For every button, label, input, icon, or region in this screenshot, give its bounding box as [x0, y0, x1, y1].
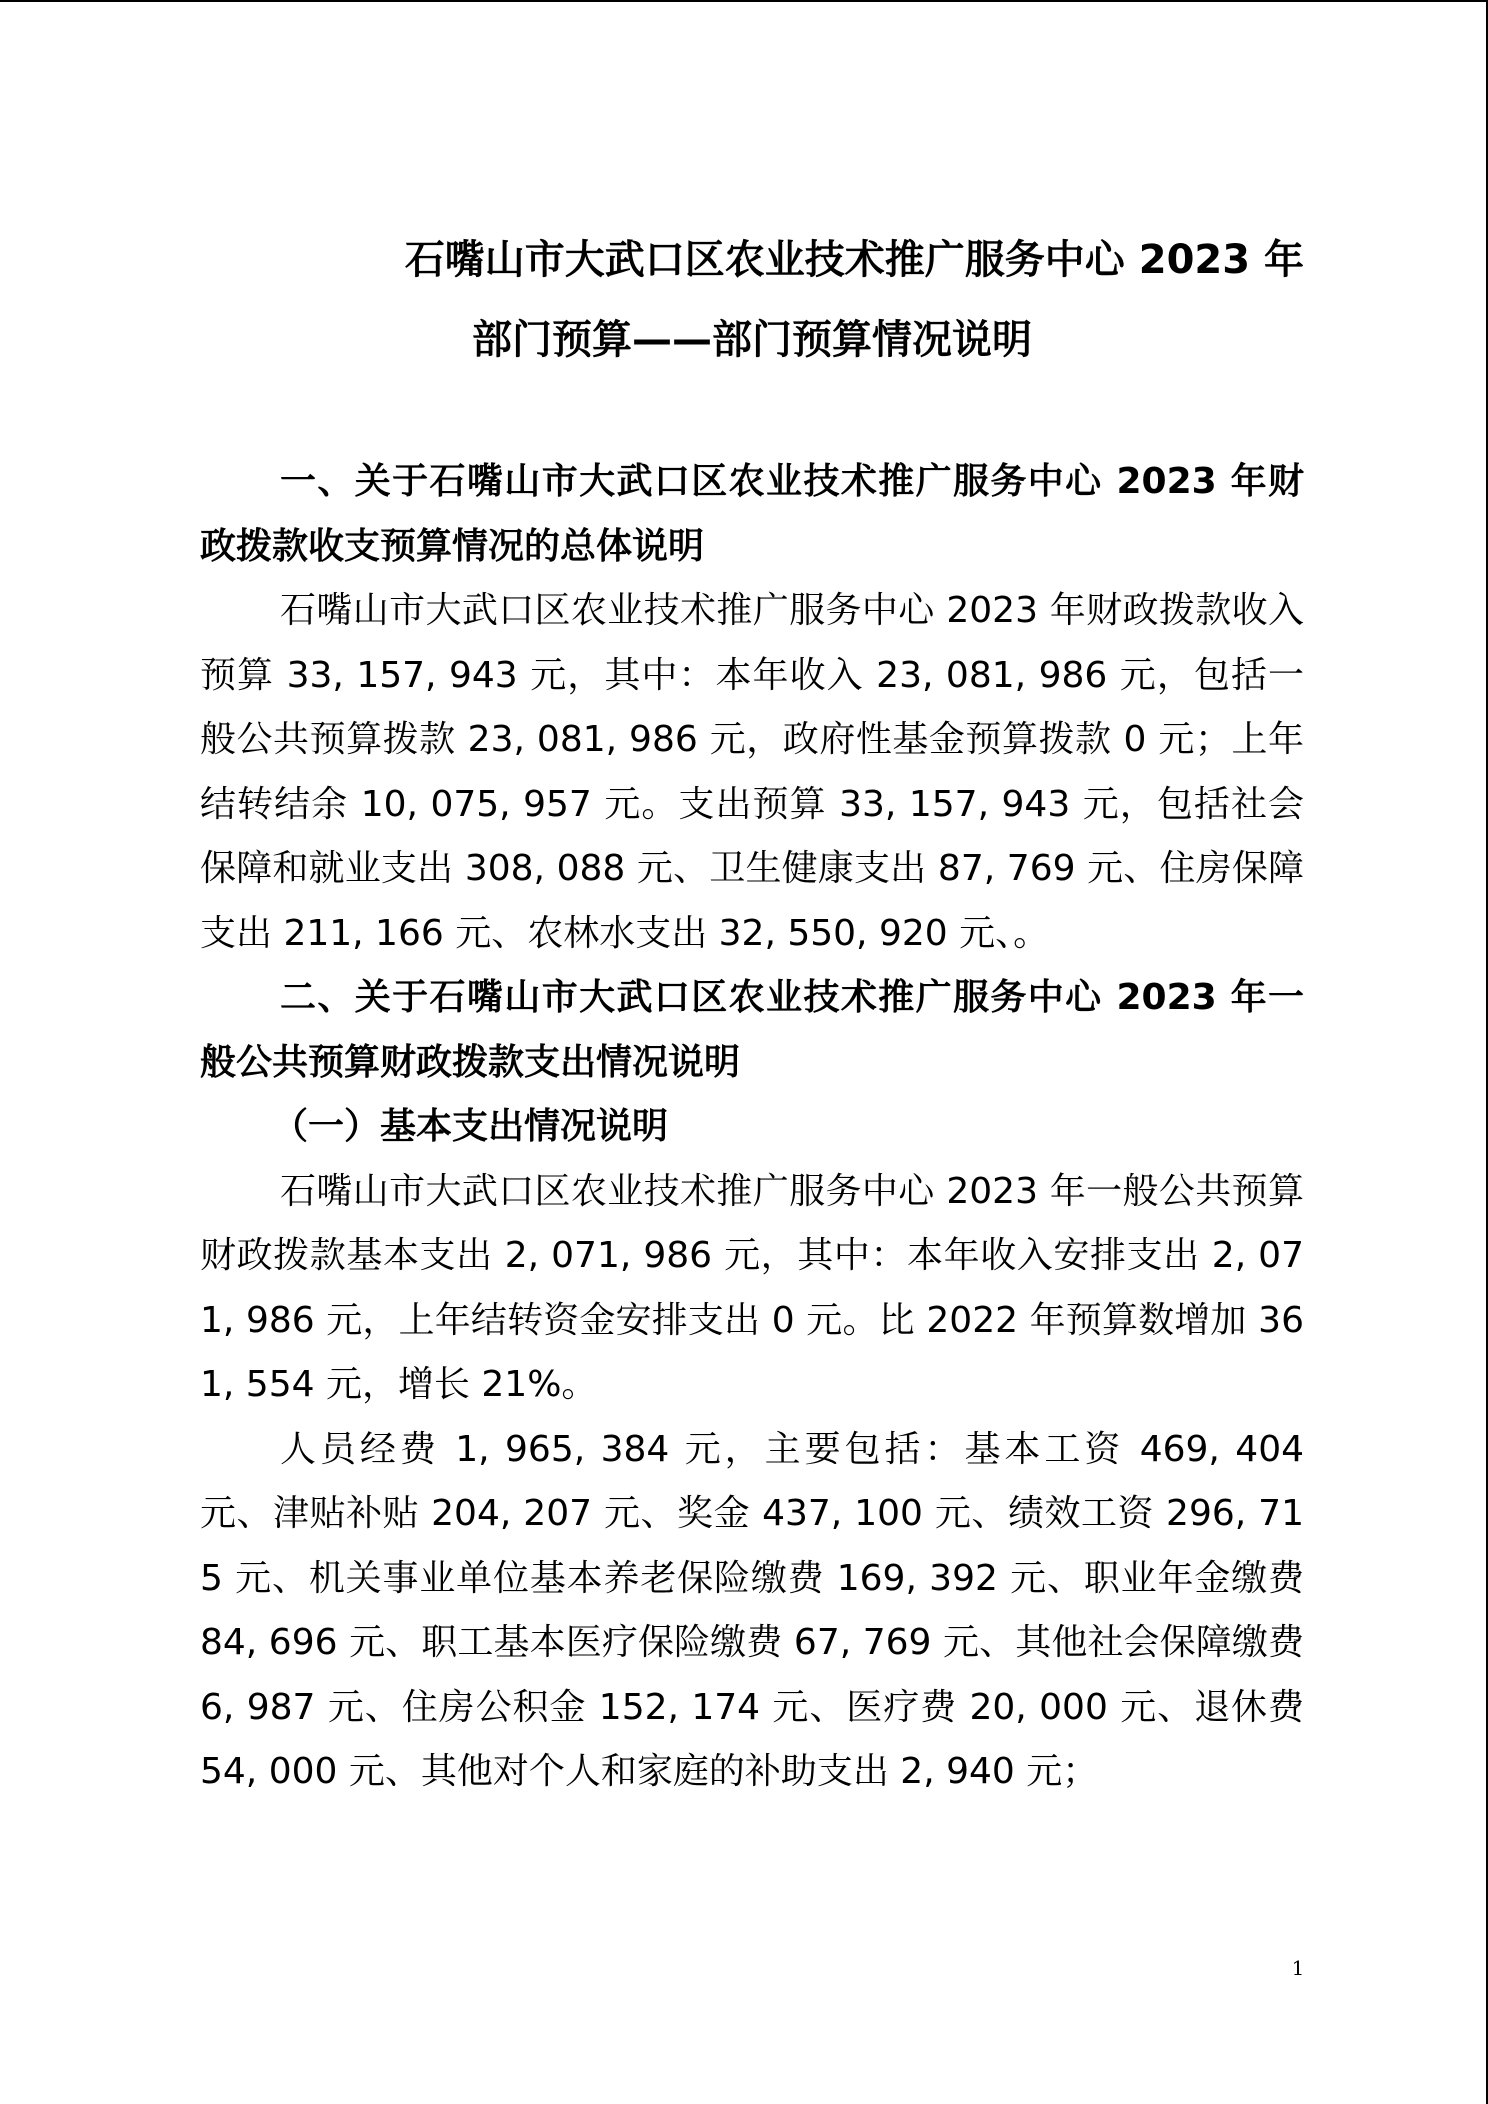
document-title — [200, 220, 1304, 380]
section-2-sub-1-paragraph: 石嘴山市大武口区农业技术推广服务中心 2023 年一般公共预算财政拨款基本支出 2, 071, 986 元，其中：本年收入安排支出 2, 071, 986 元，上年结转资金安排支出 0 元。比 2022 年预算数增加 361, 554 元，增长 21%。 — [200, 1170, 1304, 1405]
title-line-1: 石嘴山市大武口区农业技术推广服务中心 2023 年 — [404, 237, 1304, 283]
section-1-heading: 一、关于石嘴山市大武口区农业技术推广服务中心 2023 年财政拨款收支预算情况的总体说明 — [200, 461, 1304, 567]
page-number: 1 — [1291, 1956, 1305, 1980]
title-line-2: 部门预算——部门预算情况说明 — [472, 317, 1032, 363]
section-2-subheading-1: （一）基本支出情况说明 — [272, 1106, 669, 1147]
document-body — [200, 450, 1304, 1805]
section-1-paragraph: 石嘴山市大武口区农业技术推广服务中心 2023 年财政拨款收入预算 33, 157, 943 元，其中：本年收入 23, 081, 986 元，包括一般公共预算拨款 23, 081, 986 元，政府性基金预算拨款 0 元；上年结转结余 10, 075, 957 元。支出预算 33, 157, 943 元，包括社会保障和就业支出 308, 088 元、卫生健康支出 87, 769 元、住房保障支出 211, 166 元、农林水支出 32, 550, 920 元、。 — [200, 590, 1304, 954]
section-2-heading: 二、关于石嘴山市大武口区农业技术推广服务中心 2023 年一般公共预算财政拨款支出情况说明 — [200, 977, 1304, 1083]
personnel-expenses-paragraph: 人员经费 1, 965, 384 元，主要包括：基本工资 469, 404 元、津贴补贴 204, 207 元、奖金 437, 100 元、绩效工资 296, 715 元、机关事业单位基本养老保险缴费 169, 392 元、职业年金缴费 84, 696 元、职工基本医疗保险缴费 67, 769 元、其他社会保障缴费 6, 987 元、住房公积金 152, 174 元、医疗费 20, 000 元、退休费 54, 000 元、其他对个人和家庭的补助支出 2, 940 元； — [200, 1428, 1304, 1792]
